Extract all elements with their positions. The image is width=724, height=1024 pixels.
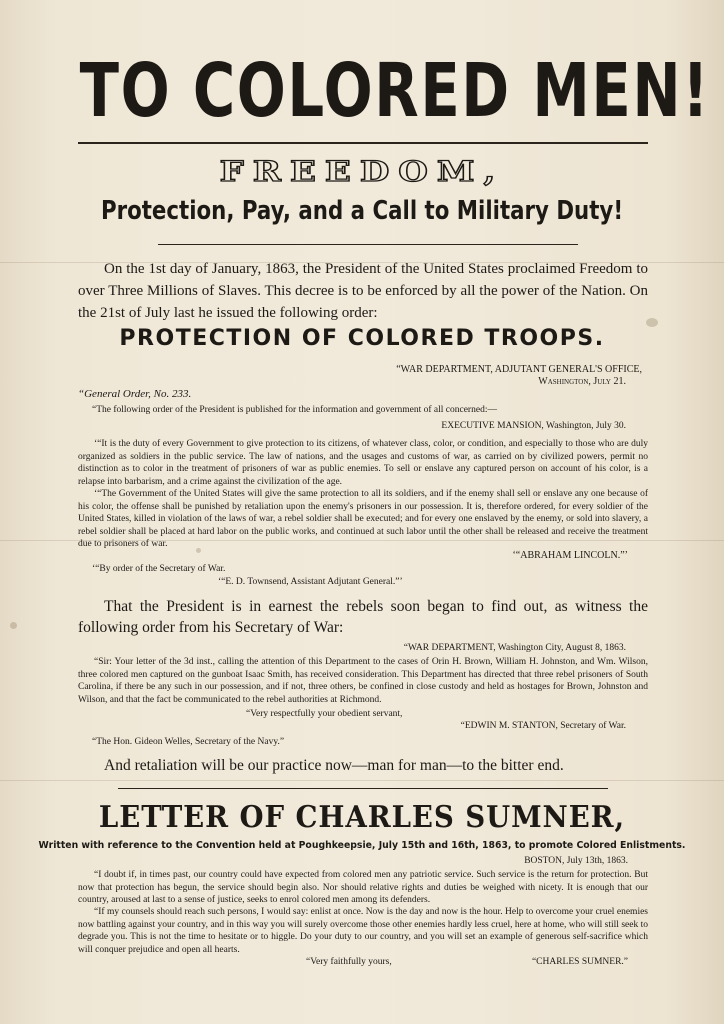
stanton-signature: “EDWIN M. STANTON, Secretary of War. [460, 721, 626, 731]
very-faithfully: “Very faithfully yours, [306, 957, 392, 967]
general-order: “General Order, No. 233. [78, 388, 192, 400]
subtitle: Protection, Pay, and a Call to Military Duty! [100, 196, 624, 226]
sumner-date: BOSTON, July 13th, 1863. [524, 856, 628, 866]
executive-mansion: EXECUTIVE MANSION, Washington, July 30. [441, 421, 626, 431]
sumner-paragraph-1: “I doubt if, in times past, our country could have expected from colored men any patriotic service. Such service is the return for protection. But now that protection has begun, the service should begin also. Nor should relative rights and duties be weighed with nicety. It is enough that our country, aroused at last to a sense of justice, seeks to enrol colored men among its defenders. [78, 870, 648, 906]
war-dept-city: “WAR DEPARTMENT, Washington City, August 8, 1863. [403, 643, 626, 653]
welles-address: “The Hon. Gideon Welles, Secretary of the Navy.” [92, 737, 285, 747]
earnest-paragraph: That the President is in earnest the rebels soon began to find out, as witness the following order from his Secretary of War: [78, 598, 648, 636]
subtitle-rule [158, 244, 578, 245]
stanton-letter: “Sir: Your letter of the 3d inst., calling the attention of this Department to the cases of Orin H. Brown, William H. Johnston, and Wm. Wilson, three colored men captured on the gunboat Isaac Smith, has received consideration. This Department has directed that three rebel prisoners of South Carolina, if there be any such in our possession, and if not, three others, be confined in close custody and held as hostages for Brown, Johnston and Wilson, and that the fact be communicated to the rebel authorities at Richmond. [78, 657, 648, 705]
lincoln-signature: ‘“ABRAHAM LINCOLN.”’ [512, 550, 628, 561]
retaliation-line: And retaliation will be our practice now—man for man—to the bitter end. [104, 757, 564, 774]
by-order-line: ‘“By order of the Secretary of War. [92, 564, 226, 574]
sumner-paragraph-2: “If my counsels should reach such persons, I would say: enlist at once. Now is the day and now is the hour. Help to overcome your cruel enemies now battling against your country, and in this way you will surely overcome those other enemies hardly less cruel, here at home, who will still seek to degrade you. This is not the time to hesitate or to higgle. Do your duty to our country, and you will set an example of generous self-sacrifice which will conquer prejudice and open all hearts. [78, 907, 648, 955]
freedom-heading: FREEDOM, [219, 155, 505, 189]
very-respectfully: “Very respectfully your obedient servant, [246, 709, 403, 719]
title-rule [78, 142, 648, 144]
lincoln-order-paragraph-2: ‘“The Government of the United States will give the same protection to all its soldiers, and if the enemy shall sell or enslave any one because of his color, the offense shall be punished by retaliation upon the enemy's prisoners in our possession. It is, therefore ordered, for every soldier of the United States, killed in violation of the laws of war, a rebel soldier shall be executed; and for every one enslaved by the enemy, or sold into slavery, a rebel soldier shall be placed at hard labor on the public works, and continued at such labor until the other shall be released and receive the treatment due to prisoners of war. [78, 489, 648, 550]
townsend-line: ‘“E. D. Townsend, Assistant Adjutant General.”’ [218, 577, 403, 587]
protection-heading: PROTECTION OF COLORED TROOPS. [119, 326, 605, 351]
order-intro: “The following order of the President is published for the information and government of all concerned:— [92, 405, 497, 415]
war-dept-place-date: Washington, July 21. [538, 376, 626, 387]
intro-paragraph: On the 1st day of January, 1863, the President of the United States proclaimed Freedom to over Three Millions of Slaves. This decree is to be enforced by all the power of the Nation. On the 21st of July last he issued the following order: [78, 261, 648, 321]
lincoln-order-paragraph-1: ‘“It is the duty of every Government to give protection to its citizens, of whatever class, color, or condition, and especially to those who are duly organized as soldiers in the public service. The law of nations, and the usages and customs of war, as carried on by civilized powers, permit no distinction as to color in the treatment of prisoners of war as public enemies. To sell or enslave any captured person on account of his color, is a relapse into barbarism, and a crime against the civilization of the age. [78, 439, 648, 487]
sumner-rule [118, 788, 608, 789]
sumner-signature: “CHARLES SUMNER.” [531, 957, 628, 967]
sumner-subheading: Written with reference to the Convention held at Poughkeepsie, July 15th and 16th, 1863, to promote Colored Enlistments. [38, 840, 686, 851]
sumner-heading: LETTER OF CHARLES SUMNER, [98, 800, 626, 835]
war-dept-office: “WAR DEPARTMENT, ADJUTANT GENERAL'S OFFICE, [396, 364, 642, 375]
main-title: TO COLORED MEN! [79, 48, 711, 134]
